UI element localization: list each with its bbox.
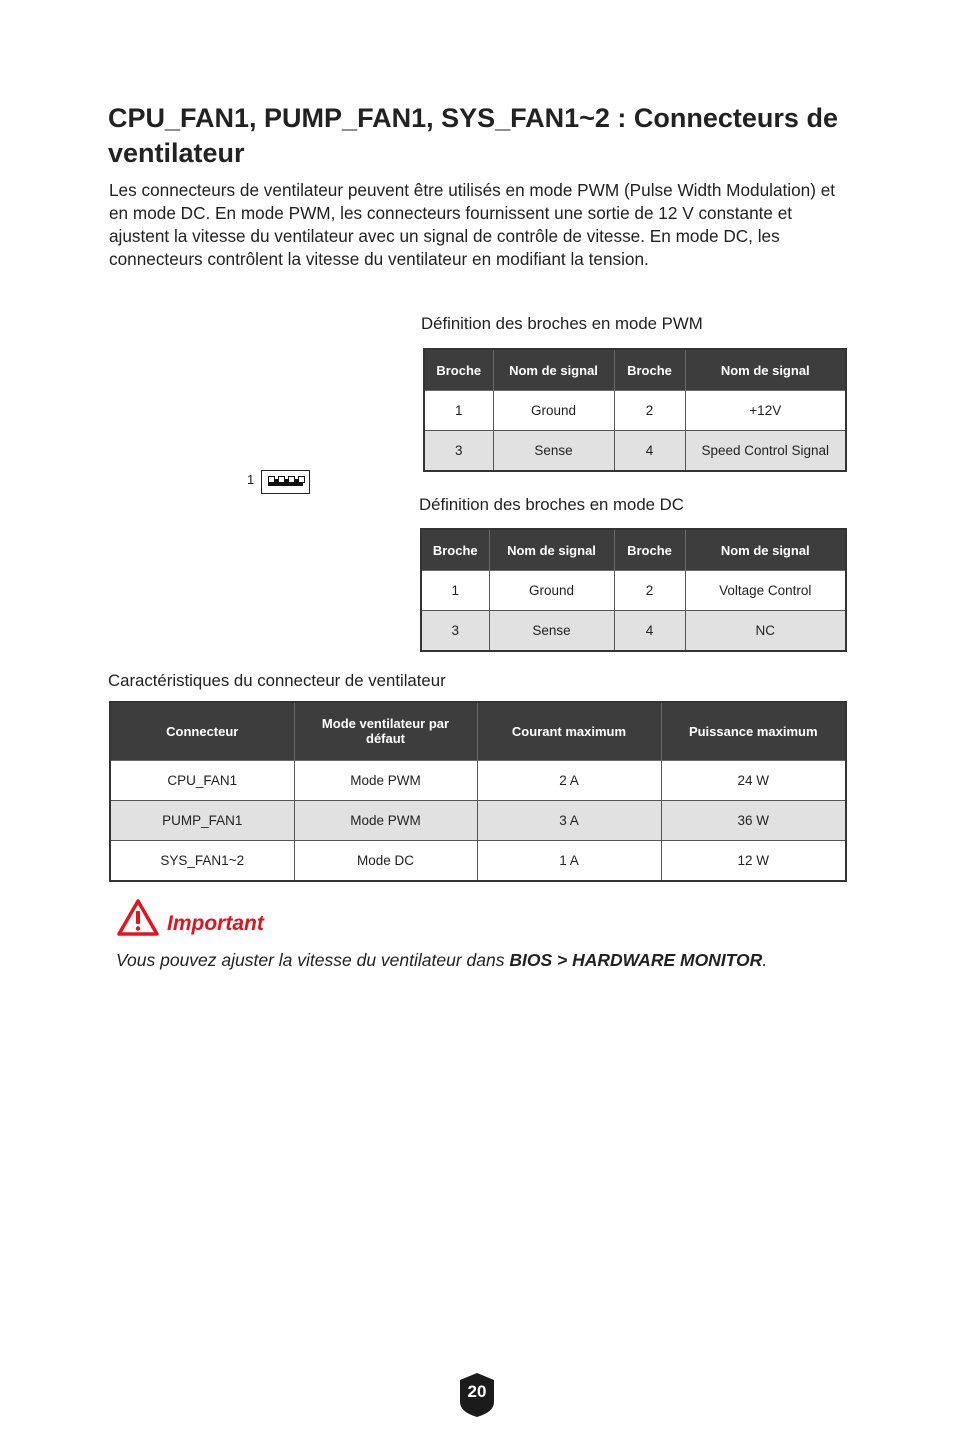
page-number: 20 (467, 1382, 487, 1401)
column-header: Nom de signal (685, 349, 846, 391)
table-cell: SYS_FAN1~2 (110, 840, 294, 881)
connector-pin (298, 476, 305, 483)
note-text: Vous pouvez ajuster la vitesse du ventilateur dans (116, 950, 510, 970)
fan-specs-table (109, 701, 847, 882)
table-cell: 4 (614, 611, 685, 652)
table-cell: 2 (614, 571, 685, 611)
important-label: Important (167, 912, 264, 935)
table-row (421, 611, 846, 652)
table-cell: Sense (493, 431, 614, 472)
column-header: Broche (614, 529, 685, 571)
column-header: Nom de signal (685, 529, 846, 571)
table-cell: +12V (685, 391, 846, 431)
column-header: Broche (421, 529, 489, 571)
table-cell: Ground (489, 571, 614, 611)
table-cell: Speed Control Signal (685, 431, 846, 472)
table-cell: 12 W (661, 840, 846, 881)
table-cell: 2 A (477, 760, 661, 800)
dc-pin-table (420, 528, 847, 652)
page-title: CPU_FAN1, PUMP_FAN1, SYS_FAN1~2 : Connecteurs de ventilateur (108, 103, 838, 168)
table-row (110, 840, 846, 881)
table-cell: 1 A (477, 840, 661, 881)
table-cell: 24 W (661, 760, 846, 800)
column-header: Nom de signal (493, 349, 614, 391)
column-header: Connecteur (110, 702, 294, 760)
important-note (116, 950, 767, 971)
table-cell: 36 W (661, 800, 846, 840)
table-row (421, 571, 846, 611)
table-cell: NC (685, 611, 846, 652)
table-cell: Ground (493, 391, 614, 431)
table-cell: 3 (421, 611, 489, 652)
table-cell: 3 (424, 431, 493, 472)
column-header: Puissance maximum (661, 702, 846, 760)
dc-caption: Définition des broches en mode DC (419, 495, 684, 514)
table-cell: 2 (614, 391, 685, 431)
table-cell: Voltage Control (685, 571, 846, 611)
column-header: Courant maximum (477, 702, 661, 760)
table-row (110, 760, 846, 800)
table-cell: 1 (421, 571, 489, 611)
warning-icon (116, 898, 160, 938)
table-cell: CPU_FAN1 (110, 760, 294, 800)
column-header: Broche (614, 349, 685, 391)
table-cell: 1 (424, 391, 493, 431)
table-row (424, 431, 846, 472)
fan-connector-4pin-icon (261, 470, 310, 494)
table-cell: 3 A (477, 800, 661, 840)
table-row (424, 391, 846, 431)
intro-paragraph: Les connecteurs de ventilateur peuvent être utilisés en mode PWM (Pulse Width Modulation) et en mode DC. En mode PWM, les connecteurs fournissent une sortie de 12 V constante et ajustent la vitesse du ventilateur avec un signal de contrôle de vitesse. En mode DC, les connecteurs contrôlent la vitesse du ventilateur en modifiant la tension. (109, 180, 836, 269)
column-header: Mode ventilateur par défaut (294, 702, 477, 760)
pwm-caption: Définition des broches en mode PWM (421, 314, 703, 333)
table-cell: Sense (489, 611, 614, 652)
table-cell: 4 (614, 431, 685, 472)
connector-pin (278, 476, 285, 483)
connector-pin (288, 476, 295, 483)
specs-caption: Caractéristiques du connecteur de ventilateur (108, 671, 446, 690)
column-header: Broche (424, 349, 493, 391)
note-end: . (762, 950, 768, 970)
pwm-pin-table (423, 348, 847, 472)
pin1-label: 1 (247, 472, 255, 487)
table-cell: Mode PWM (294, 800, 477, 840)
table-cell: Mode PWM (294, 760, 477, 800)
table-cell: Mode DC (294, 840, 477, 881)
connector-pin (268, 476, 275, 483)
table-row (110, 800, 846, 840)
column-header: Nom de signal (489, 529, 614, 571)
bios-path: BIOS > HARDWARE MONITOR (509, 950, 763, 970)
table-cell: PUMP_FAN1 (110, 800, 294, 840)
